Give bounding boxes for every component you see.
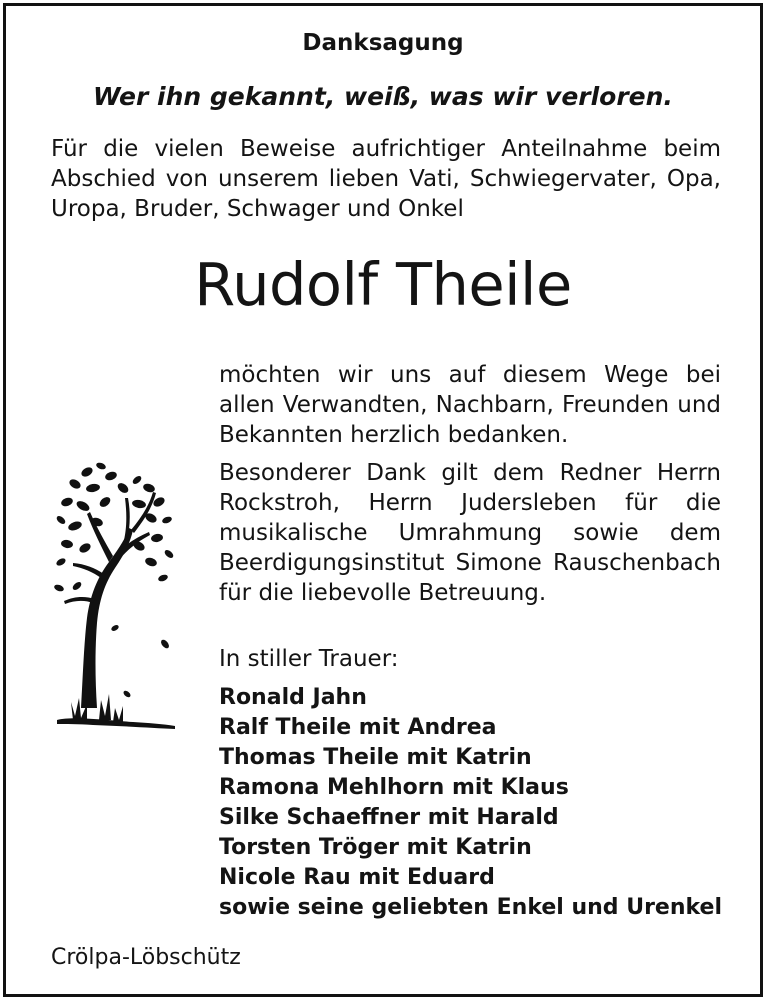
special-thanks-paragraph: Besonderer Dank gilt dem Redner Herrn Rockstroh, Herrn Judersleben für die musikalische Umrahmung sowie dem Beerdigungsinstitut Simone Rauschenbach für die liebevolle Betreuung.: [219, 460, 721, 606]
signer: Ronald Jahn: [219, 685, 367, 710]
signer-list: [219, 683, 722, 923]
signer: Torsten Tröger mit Katrin: [219, 835, 532, 860]
place-name: Crölpa-Löbschütz: [51, 945, 241, 970]
mourning-label: In stiller Trauer:: [219, 646, 399, 672]
thanks-paragraph: möchten wir uns auf diesem Wege bei allen Verwandten, Nachbarn, Freunden und Bekannten herzlich bedanken.: [219, 362, 721, 448]
thanks-section: [219, 360, 721, 616]
signer: Ralf Theile mit Andrea: [219, 715, 497, 740]
signer: Thomas Theile mit Katrin: [219, 745, 532, 770]
obituary-notice: [3, 3, 763, 997]
signer: Silke Schaeffner mit Harald: [219, 805, 559, 830]
tree-icon: [53, 458, 178, 743]
notice-motto: Wer ihn gekannt, weiß, was wir verloren.: [93, 82, 673, 111]
signer: Nicole Rau mit Eduard: [219, 865, 495, 890]
signer: sowie seine geliebten Enkel und Urenkel: [219, 895, 723, 920]
signer: Ramona Mehlhorn mit Klaus: [219, 775, 569, 800]
notice-heading: Danksagung: [302, 30, 464, 56]
intro-text: Für die vielen Beweise aufrichtiger Anteilnahme beim Abschied von unserem lieben Vati, Schwiegervater, Opa, Uropa, Bruder, Schwager und Onkel: [51, 136, 721, 222]
deceased-name: Rudolf Theile: [194, 250, 572, 319]
